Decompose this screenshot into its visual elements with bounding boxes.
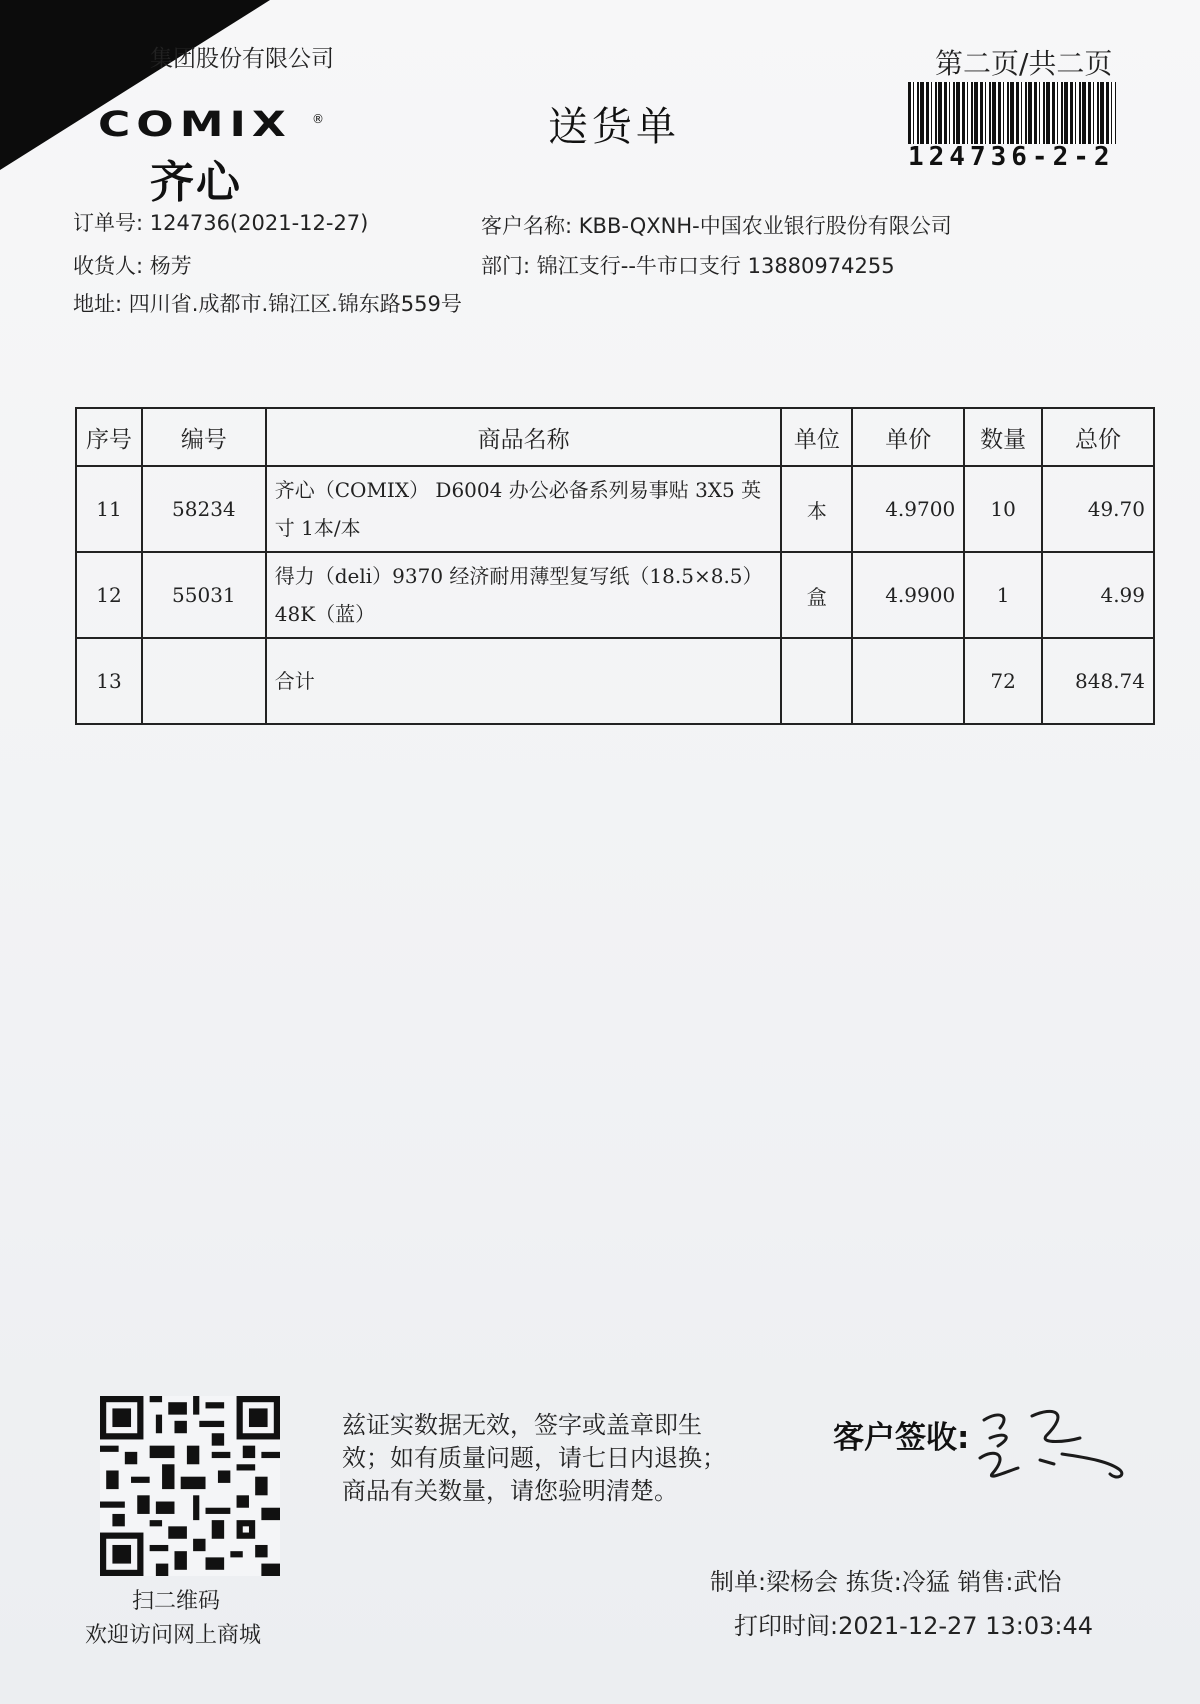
cell-total: 4.99	[1042, 552, 1154, 638]
header-name: 商品名称	[266, 408, 782, 466]
comix-logo: COMIX	[98, 105, 292, 145]
receiver-value: 杨芳	[149, 254, 192, 278]
notice-line: 效；如有质量问题，请七日内退换；	[342, 1444, 726, 1472]
barcode-number: 124736-2-2	[908, 142, 1115, 172]
cell-code: 55031	[142, 552, 266, 638]
header-seq: 序号	[76, 408, 142, 466]
qr-caption-scan: 扫二维码	[132, 1589, 221, 1614]
document-title: 送货单	[548, 104, 680, 150]
cell-seq: 12	[76, 552, 142, 638]
barcode-icon	[908, 82, 1116, 144]
table-row-total	[76, 638, 1154, 724]
notice-line: 商品有关数量，请您验明清楚。	[342, 1477, 678, 1505]
cell-price	[852, 638, 964, 724]
header-code: 编号	[142, 408, 266, 466]
registered-mark: ®	[312, 112, 324, 126]
cell-code: 58234	[142, 466, 266, 552]
cell-total: 49.70	[1042, 466, 1154, 552]
qixin-logo: 齐心	[150, 157, 242, 208]
cell-price: 4.9900	[852, 552, 964, 638]
order-value: 124736(2021-12-27)	[149, 211, 369, 235]
customer-label: 客户名称:	[481, 214, 573, 238]
items-table	[75, 407, 1155, 725]
qr-caption-welcome: 欢迎访问网上商城	[85, 1623, 262, 1648]
staff-line: 制单:梁杨会 拣货:冷猛 销售:武怡	[710, 1568, 1062, 1596]
qr-code-icon[interactable]	[100, 1396, 280, 1576]
cell-seq: 13	[76, 638, 142, 724]
page-indicator: 第二页/共二页	[935, 47, 1113, 80]
cell-qty: 10	[964, 466, 1042, 552]
cell-code	[142, 638, 266, 724]
cell-qty: 72	[964, 638, 1042, 724]
customer-field	[481, 210, 952, 240]
cell-price: 4.9700	[852, 466, 964, 552]
cell-unit: 本	[781, 466, 852, 552]
table-row	[76, 552, 1154, 638]
address-field	[73, 288, 462, 318]
header-qty: 数量	[964, 408, 1042, 466]
table-header-row	[76, 408, 1154, 466]
company-name: 集团股份有限公司	[150, 46, 334, 72]
department-value: 锦江支行--牛市口支行 13880974255	[536, 254, 895, 278]
handwritten-signature	[970, 1398, 1150, 1498]
cell-total: 848.74	[1042, 638, 1154, 724]
receiver-label: 收货人:	[73, 254, 144, 278]
customer-value: KBB-QXNH-中国农业银行股份有限公司	[578, 214, 952, 238]
address-label: 地址:	[73, 292, 123, 316]
cell-name: 合计	[266, 638, 782, 724]
department-field	[481, 250, 895, 280]
header-price: 单价	[852, 408, 964, 466]
table-row	[76, 466, 1154, 552]
header-unit: 单位	[781, 408, 852, 466]
header-total: 总价	[1042, 408, 1154, 466]
department-label: 部门:	[481, 254, 531, 278]
address-value: 四川省.成都市.锦江区.锦东路559号	[128, 292, 462, 316]
print-time: 打印时间:2021-12-27 13:03:44	[734, 1612, 1093, 1640]
notice-line: 兹证实数据无效，签字或盖章即生	[342, 1411, 702, 1439]
cell-name: 得力（deli）9370 经济耐用薄型复写纸（18.5×8.5） 48K（蓝）	[266, 552, 782, 638]
cell-unit	[781, 638, 852, 724]
order-label: 订单号:	[73, 211, 144, 235]
receiver-field	[73, 250, 192, 280]
cell-qty: 1	[964, 552, 1042, 638]
cell-seq: 11	[76, 466, 142, 552]
cell-unit: 盒	[781, 552, 852, 638]
cell-name: 齐心（COMIX） D6004 办公必备系列易事贴 3X5 英寸 1本/本	[266, 466, 782, 552]
customer-sign-label: 客户签收:	[833, 1420, 970, 1456]
notice-text	[342, 1409, 752, 1508]
order-field	[73, 207, 368, 237]
